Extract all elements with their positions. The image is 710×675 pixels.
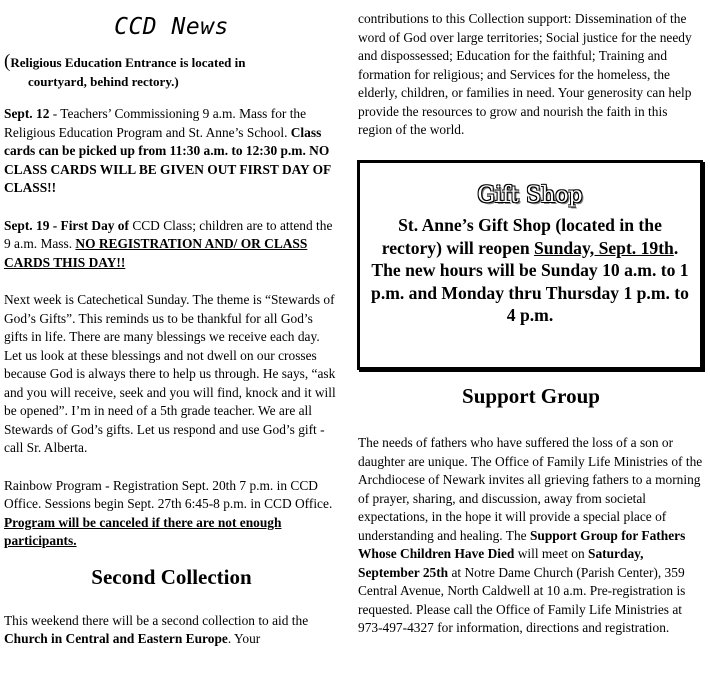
gift-text-2: . The new hours will be Sunday 10 a.m. to 1 p.m. and Monday thru Thursday 1 p.m. to 4 p.m. bbox=[371, 237, 689, 325]
support-text-2: will meet on bbox=[514, 546, 588, 561]
gift-underlined: Sunday, Sept. 19th bbox=[534, 237, 674, 258]
note-line-1: Religious Education Entrance is located in bbox=[10, 55, 246, 70]
sept-12-bold: Class cards can be picked up from 11:30 a.m. to 12:30 p.m bbox=[4, 124, 322, 158]
second-collection-heading: Second Collection bbox=[91, 564, 252, 589]
rainbow-text: Rainbow Program - Registration Sept. 20th 7 p.m. in CCD Office. Sessions begin Sept. 27th 6:45-8 p.m. in CCD Office. bbox=[4, 477, 333, 511]
rainbow-paragraph bbox=[4, 477, 339, 551]
note-paren: ( bbox=[4, 51, 11, 72]
ccd-news-title: CCD News bbox=[114, 14, 229, 40]
gift-text-1: St. Anne’s Gift Shop (located in the rectory) will reopen bbox=[381, 215, 662, 258]
collection-bold: Church in Central and Eastern Europe bbox=[4, 631, 228, 646]
rainbow-underlined: Program will be canceled if there are not enough participants. bbox=[4, 514, 282, 548]
support-text-3: at Notre Dame Church (Parish Center), 359 Central Avenue, North Caldwell at 10 a.m. Pre-registration is requested. Please call the Office of Family Life Ministries at 973-497-4327 for information, directions and registration. bbox=[358, 564, 686, 635]
collection-text: This weekend there will be a second collection to aid the bbox=[4, 612, 309, 628]
support-text-1: The needs of fathers who have suffered the loss of a son or daughter are unique. The Office of Family Life Ministries of the Archdiocese of Newark invites all grieving fathers to a morning of prayer, sharing, and discussion, away from societal expectations, in the hope it will provide a special place of understanding and healing. The bbox=[358, 435, 703, 543]
catechetical-paragraph: Next week is Catechetical Sunday. The theme is “Stewards of God’s Gifts”. This reminds us to be thankful for all God’s gifts in life. There are many blessings we receive each day. Let us look at these blessings and not dwell on our crosses because God is always there to help us through. He says, “ask and you will receive, seek and you will find, knock and it will be opened”. I’m in need of a 5th grade teacher. We are all Stewards of God’s gifts. Let us respond and use God’s gift - call Sr. Alberta. bbox=[4, 292, 336, 455]
gift-shop-title: Gift Shop bbox=[477, 183, 583, 208]
sept-12-text: - Teachers’ Commissioning 9 a.m. Mass for the Religious Education Program and St. Anne’s School. bbox=[4, 106, 307, 140]
left-column bbox=[4, 0, 339, 649]
second-collection-paragraph bbox=[4, 612, 339, 649]
entrance-note bbox=[4, 52, 339, 91]
sept-12-date: Sept. 12 bbox=[4, 106, 50, 121]
support-group-paragraph bbox=[358, 434, 704, 638]
collection-continued-paragraph: contributions to this Collection support: Dissemination of the word of God over large territories; Social justice for the needy and dispossessed; Education for the faithful; Training and formation for religious; and Services for the homeless, the elderly, children, or families in need. Your generosity can help provide the resources to grow and nourish the faith in this region of the world. bbox=[358, 11, 692, 137]
sept-19-underlined: NO REGISTRATION AND/ OR CLASS CARDS THIS DAY!! bbox=[4, 236, 308, 270]
gift-shop-box bbox=[357, 160, 703, 370]
support-group-heading: Support Group bbox=[462, 384, 600, 408]
sept-19-text: CCD Class; children are to attend the 9 a.m. Mass. bbox=[4, 217, 333, 251]
collection-text2: . Your bbox=[227, 631, 261, 646]
sept-19-date: Sept. 19 - First Day of bbox=[4, 217, 129, 233]
support-bold-1: Support Group for Fathers Whose Children Have Died bbox=[358, 527, 686, 561]
sept-19-paragraph bbox=[4, 217, 339, 273]
gift-shop-text bbox=[360, 214, 700, 327]
note-line-2: courtyard, behind rectory.) bbox=[28, 74, 179, 89]
sept-12-paragraph bbox=[4, 105, 339, 198]
right-column bbox=[358, 0, 704, 140]
sept-12-text2: . NO CLASS CARDS WILL BE GIVEN OUT FIRST DAY OF CLASS!! bbox=[4, 143, 331, 195]
support-bold-2: Saturday, September 25th bbox=[358, 546, 644, 580]
